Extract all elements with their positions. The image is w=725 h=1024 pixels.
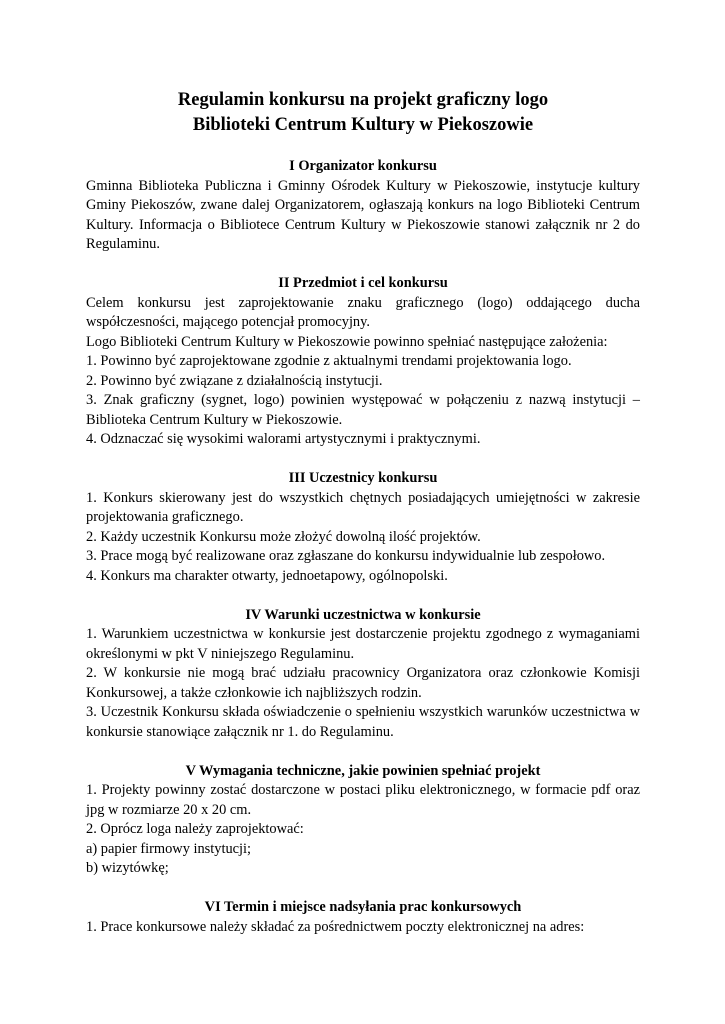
- section-paragraph: Celem konkursu jest zaprojektowanie znaku graficznego (logo) oddającego ducha współczesności, mającego potencjał promocyjny.: [86, 294, 640, 330]
- document-page: [86, 88, 640, 937]
- section-technical-requirements: [86, 762, 640, 879]
- section-paragraph: 4. Konkurs ma charakter otwarty, jednoetapowy, ogólnopolski.: [86, 567, 448, 584]
- section-paragraph: 2. Oprócz loga należy zaprojektować:: [86, 821, 304, 837]
- section-heading: III Uczestnicy konkursu: [288, 470, 438, 486]
- section-paragraph: 2. Każdy uczestnik Konkursu może złożyć dowolną ilość projektów.: [86, 528, 481, 545]
- section-paragraph: 2. Powinno być związane z działalnością instytucji.: [86, 372, 383, 389]
- section-paragraph: Logo Biblioteki Centrum Kultury w Piekoszowie powinno spełniać następujące założenia:: [86, 333, 608, 350]
- section-conditions: [86, 606, 640, 743]
- section-heading: I Organizator konkursu: [289, 158, 437, 174]
- section-paragraph: 3. Uczestnik Konkursu składa oświadczenie o spełnieniu wszystkich warunków uczestnictwa w konkursie stanowiące załącznik nr 1. do Regulaminu.: [86, 704, 640, 740]
- section-paragraph: 1. Prace konkursowe należy składać za pośrednictwem poczty elektronicznej na adres:: [86, 918, 585, 935]
- section-heading: V Wymagania techniczne, jakie powinien spełniać projekt: [185, 762, 541, 779]
- section-paragraph: Gminna Biblioteka Publiczna i Gminny Ośrodek Kultury w Piekoszowie, instytucje kultury Gminy Piekoszów, zwane dalej Organizatorem, ogłaszają konkurs na logo Biblioteki Centrum Kultury. Informacja o Bibliotece Centrum Kultury w Piekoszowie stanowi załącznik nr 2 do Regulaminu.: [86, 177, 640, 252]
- section-paragraph: 1. Powinno być zaprojektowane zgodnie z aktualnymi trendami projektowania logo.: [86, 353, 572, 369]
- section-heading: VI Termin i miejsce nadsyłania prac konkursowych: [204, 899, 522, 915]
- section-heading: IV Warunki uczestnictwa w konkursie: [245, 606, 481, 623]
- document-title-line-1: Regulamin konkursu na projekt graficzny logo: [177, 90, 549, 110]
- section-subject: [86, 274, 640, 450]
- section-paragraph: 3. Prace mogą być realizowane oraz zgłaszane do konkursu indywidualnie lub zespołowo.: [86, 548, 606, 564]
- document-title-line-2: Biblioteki Centrum Kultury w Piekoszowie: [192, 115, 534, 135]
- section-paragraph: 1. Konkurs skierowany jest do wszystkich chętnych posiadających umiejętności w zakresie projektowania graficznego.: [86, 489, 640, 525]
- section-heading: II Przedmiot i cel konkursu: [278, 275, 448, 291]
- section-deadline: [86, 898, 640, 937]
- section-paragraph: 3. Znak graficzny (sygnet, logo) powinien występować w połączeniu z nazwą instytucji – Biblioteka Centrum Kultury w Piekoszowie.: [86, 392, 640, 428]
- section-paragraph: b) wizytówkę;: [86, 860, 169, 876]
- section-paragraph: 4. Odznaczać się wysokimi walorami artystycznymi i praktycznymi.: [86, 431, 481, 447]
- section-paragraph: 2. W konkursie nie mogą brać udziału pracownicy Organizatora oraz członkowie Komisji Konkursowej, a także członkowie ich najbliższych rodzin.: [86, 665, 640, 701]
- section-organizer: [86, 157, 640, 255]
- section-paragraph: a) papier firmowy instytucji;: [86, 840, 252, 857]
- section-paragraph: 1. Warunkiem uczestnictwa w konkursie jest dostarczenie projektu zgodnego z wymaganiami określonymi w pkt V niniejszego Regulaminu.: [86, 626, 640, 662]
- section-paragraph: 1. Projekty powinny zostać dostarczone w postaci pliku elektronicznego, w formacie pdf oraz jpg w rozmiarze 20 x 20 cm.: [86, 782, 640, 818]
- section-participants: [86, 469, 640, 586]
